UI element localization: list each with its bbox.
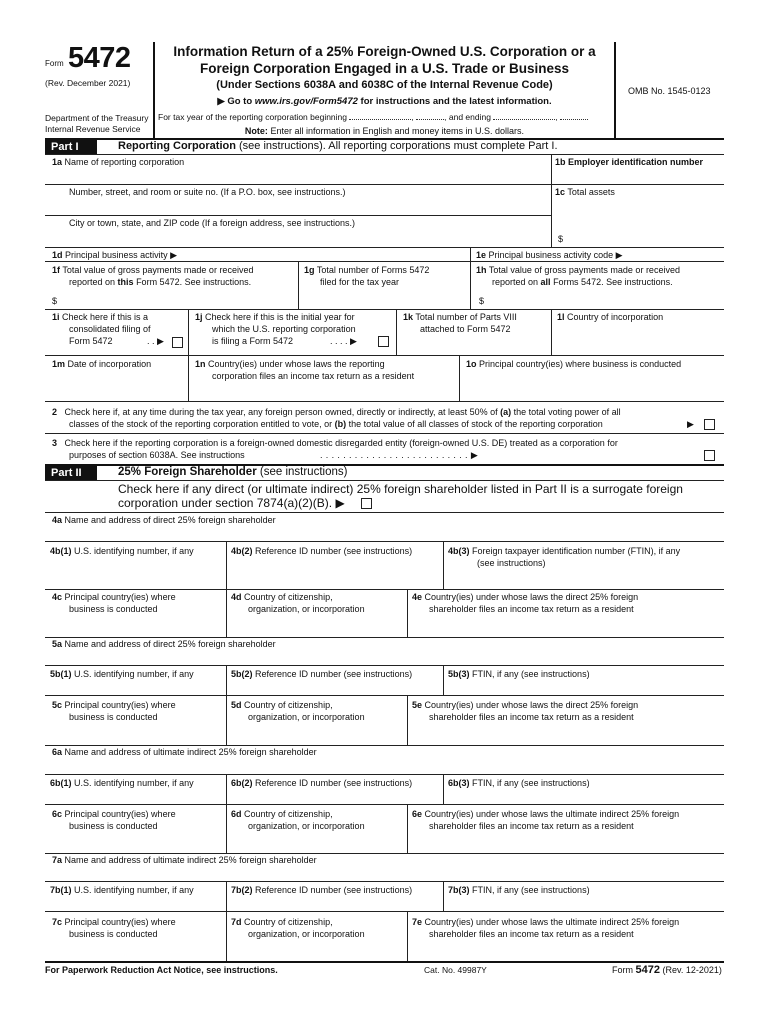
consolidated-filing-checkbox[interactable] — [172, 337, 183, 348]
citizenship-4-field[interactable] — [231, 616, 403, 634]
shareholder-5-name-field[interactable] — [52, 650, 722, 664]
line-1i-label-b: consolidated filing of — [69, 324, 151, 334]
line-2-label-b: classes of the stock of the reporting corporation entitled to vote, or (b) the total value of all classes of stock of the reporting corporation — [69, 419, 603, 429]
line-1o-label: 1o Principal country(ies) where business is conducted — [466, 359, 682, 369]
line-6d-label-b: organization, or incorporation — [248, 821, 365, 831]
line-1i-label-c: Form 5472 — [69, 336, 113, 346]
line-4b3-label-b: (see instructions) — [477, 558, 546, 568]
line-7b3-label: 7b(3) FTIN, if any (see instructions) — [448, 885, 590, 895]
shareholder-7-name-field[interactable] — [52, 866, 722, 880]
principal-country-7-field[interactable] — [52, 941, 222, 959]
paperwork-notice: For Paperwork Reduction Act Notice, see instructions. — [45, 965, 278, 975]
tax-country-7-field[interactable] — [412, 941, 722, 959]
corp-name-field[interactable] — [52, 168, 547, 184]
line-3-dots: . . . . . . . . . . . . . . . . . . . . . . . . . . ▶ — [320, 450, 479, 460]
us-id-5-field[interactable] — [50, 681, 222, 693]
line-1h-label-b: reported on all Forms 5472. See instructions. — [492, 277, 673, 287]
line-1h-dollar: $ — [479, 296, 485, 306]
form-word: Form — [45, 59, 64, 68]
line-7e-label-a: 7e Country(ies) under whose laws the ultimate indirect 25% foreign — [412, 917, 680, 927]
principal-country-5-field[interactable] — [52, 724, 222, 742]
shareholder-6-name-field[interactable] — [52, 758, 722, 772]
surrogate-text-a: Check here if any direct (or ultimate indirect) 25% foreign shareholder listed in Part II is a surrogate foreign — [118, 482, 683, 496]
country-incorporation-field[interactable] — [557, 325, 722, 352]
line-1j-label-a: 1j Check here if this is the initial year for — [195, 312, 355, 322]
reference-id-4-field[interactable] — [231, 560, 439, 586]
line-6e-label-a: 6e Country(ies) under whose laws the ultimate indirect 25% foreign — [412, 809, 680, 819]
line-1m-label: 1m Date of incorporation — [52, 359, 152, 369]
ftin-7-field[interactable] — [448, 897, 722, 909]
part1-label: Part I — [45, 140, 97, 155]
foreign-ownership-50-checkbox[interactable] — [704, 419, 715, 430]
footer-form-id: Form 5472 (Rev. 12-2021) — [612, 964, 722, 976]
line-7a-label: 7a Name and address of ultimate indirect 25% foreign shareholder — [52, 855, 317, 865]
note-line — [155, 126, 614, 136]
reference-id-7-field[interactable] — [231, 897, 439, 909]
tax-return-country-field[interactable] — [195, 384, 455, 399]
total-forms-field[interactable] — [304, 292, 466, 307]
dept-line2: Internal Revenue Service — [45, 124, 141, 134]
tax-year-end-year-field[interactable] — [560, 111, 588, 120]
citizenship-5-field[interactable] — [231, 724, 403, 742]
line-5c-label-b: business is conducted — [69, 712, 158, 722]
line-4c-label-a: 4c Principal country(ies) where — [52, 592, 176, 602]
line-1c-label: 1c Total assets — [555, 187, 615, 197]
reference-id-6-field[interactable] — [231, 790, 439, 802]
tax-year-begin-field[interactable] — [349, 111, 414, 122]
citizenship-6-field[interactable] — [231, 833, 403, 851]
line-1k-label-b: attached to Form 5472 — [420, 324, 511, 334]
tax-year-text: For tax year of the reporting corporation beginning — [158, 112, 348, 122]
line-1e-label: 1e Principal business activity code ▶ — [476, 250, 623, 260]
note-label: Note: — [244, 126, 268, 136]
line-1f-label-a: 1f Total value of gross payments made or received — [52, 265, 254, 275]
line-5a-label: 5a Name and address of direct 25% foreign shareholder — [52, 639, 276, 649]
line-7b2-label: 7b(2) Reference ID number (see instructions) — [231, 885, 413, 895]
total-assets-dollar: $ — [558, 234, 564, 244]
line-6a-label: 6a Name and address of ultimate indirect 25% foreign shareholder — [52, 747, 317, 757]
address-field[interactable] — [52, 198, 547, 214]
principal-country-4-field[interactable] — [52, 616, 222, 634]
line-7d-label-b: organization, or incorporation — [248, 929, 365, 939]
line-6b1-label: 6b(1) U.S. identifying number, if any — [50, 778, 194, 788]
part2-title-rest: (see instructions) — [259, 466, 348, 478]
tax-country-6-field[interactable] — [412, 833, 722, 851]
tax-year-comma: , — [411, 112, 414, 122]
form-number: 5472 — [68, 42, 131, 74]
part2-title — [118, 466, 347, 478]
line-7d-label-a: 7d Country of citizenship, — [231, 917, 333, 927]
business-activity-code-field[interactable] — [636, 248, 722, 260]
omb-number: OMB No. 1545-0123 — [628, 86, 711, 96]
goto-suffix: for instructions and the latest information. — [357, 96, 552, 107]
line-4e-label-b: shareholder files an income tax return as a resident — [429, 604, 634, 614]
line-2-label-a: 2 Check here if, at any time during the tax year, any foreign person owned, directly or indirectly, at least 50% of (a) the total voting power of all — [52, 407, 621, 417]
line-4c-label-b: business is conducted — [69, 604, 158, 614]
surrogate-text-b: corporation under section 7874(a)(2)(B). ▶ — [118, 496, 345, 510]
line-1n-label-a: 1n Country(ies) under whose laws the reporting — [195, 359, 385, 369]
goto-line — [155, 96, 614, 107]
tax-country-5-field[interactable] — [412, 724, 722, 742]
ftin-4-field[interactable] — [448, 571, 722, 587]
part1-title — [118, 140, 558, 152]
line-1f-label-b: reported on this Form 5472. See instructions. — [69, 277, 252, 287]
part1-title-bold: Reporting Corporation — [118, 140, 236, 152]
line-6d-label-a: 6d Country of citizenship, — [231, 809, 333, 819]
date-incorporation-field[interactable] — [52, 372, 184, 398]
line-1i-label-a: 1i Check here if this is a — [52, 312, 149, 322]
line-1a-label: 1a Name of reporting corporation — [52, 157, 185, 167]
tax-country-4-field[interactable] — [412, 616, 722, 634]
address-label: Number, street, and room or suite no. (If a P.O. box, see instructions.) — [69, 187, 346, 197]
gross-payments-all-field[interactable] — [488, 293, 722, 307]
dept-line1: Department of the Treasury — [45, 113, 149, 123]
principal-country-6-field[interactable] — [52, 833, 222, 851]
line-6c-label-a: 6c Principal country(ies) where — [52, 809, 176, 819]
ftin-5-field[interactable] — [448, 681, 722, 693]
us-id-6-field[interactable] — [50, 790, 222, 802]
form-title-line1: Information Return of a 25% Foreign-Owned U.S. Corporation or a — [173, 44, 596, 59]
tax-year-end-field[interactable] — [493, 111, 558, 122]
ftin-6-field[interactable] — [448, 790, 722, 802]
line-1d-label: 1d Principal business activity ▶ — [52, 250, 177, 260]
line-1j-dots: . . . . ▶ — [330, 336, 357, 346]
line-6b3-label: 6b(3) FTIN, if any (see instructions) — [448, 778, 590, 788]
part1-title-rest: (see instructions). All reporting corporations must complete Part I. — [239, 140, 558, 152]
line-3-label-b: purposes of section 6038A. See instructions — [69, 450, 245, 460]
line-5b2-label: 5b(2) Reference ID number (see instructions) — [231, 669, 413, 679]
note-text: Enter all information in English and money items in U.S. dollars. — [270, 126, 525, 136]
tax-year-comma2: , — [555, 112, 558, 122]
business-activity-field[interactable] — [198, 248, 466, 260]
line-1i-dots: . . ▶ — [147, 336, 164, 346]
line-6e-label-b: shareholder files an income tax return as a resident — [429, 821, 634, 831]
us-id-4-field[interactable] — [50, 560, 222, 586]
form-title-line2: Foreign Corporation Engaged in a U.S. Trade or Business — [199, 61, 570, 76]
line-1n-label-b: corporation files an income tax return as a resident — [212, 371, 415, 381]
line-3-label-a: 3 Check here if the reporting corporation is a foreign-owned domestic disregarded entity (foreign-owned U.S. DE) treated as a corporation for — [52, 438, 618, 448]
revision-date: (Rev. December 2021) — [45, 78, 131, 88]
part2-label: Part II — [45, 466, 97, 481]
goto-prefix: ▶ Go to — [217, 96, 255, 107]
line-1l-label: 1l Country of incorporation — [557, 312, 664, 322]
line-7c-label-b: business is conducted — [69, 929, 158, 939]
line-5b1-label: 5b(1) U.S. identifying number, if any — [50, 669, 194, 679]
irs-url-link[interactable]: www.irs.gov/Form5472 — [254, 96, 358, 107]
line-7e-label-b: shareholder files an income tax return as a resident — [429, 929, 634, 939]
form-subtitle: (Under Sections 6038A and 6038C of the Internal Revenue Code) — [216, 79, 553, 91]
line-1h-label-a: 1h Total value of gross payments made or received — [476, 265, 680, 275]
shareholder-4-name-field[interactable] — [52, 526, 722, 540]
line-1g-label-b: filed for the tax year — [320, 277, 400, 287]
citizenship-7-field[interactable] — [231, 941, 403, 959]
line-5e-label-a: 5e Country(ies) under whose laws the direct 25% foreign — [412, 700, 639, 710]
line-4b3-label-a: 4b(3) Foreign taxpayer identification number (FTIN), if any — [448, 546, 681, 556]
tax-year-begin-year-field[interactable] — [416, 111, 444, 120]
line-5b3-label: 5b(3) FTIN, if any (see instructions) — [448, 669, 590, 679]
line-4d-label-a: 4d Country of citizenship, — [231, 592, 333, 602]
parts-viii-count-field[interactable] — [403, 337, 547, 352]
line-1b-label: 1b Employer identification number — [555, 157, 704, 167]
line-4e-label-a: 4e Country(ies) under whose laws the direct 25% foreign — [412, 592, 639, 602]
gross-payments-this-field[interactable] — [60, 293, 294, 307]
foreign-owned-de-checkbox[interactable] — [704, 450, 715, 461]
catalog-number: Cat. No. 49987Y — [424, 965, 487, 975]
part2-title-bold: 25% Foreign Shareholder — [118, 466, 257, 478]
city-field[interactable] — [52, 229, 547, 245]
initial-year-checkbox[interactable] — [378, 336, 389, 347]
and-ending-text: , and ending — [444, 112, 491, 122]
line-7c-label-a: 7c Principal country(ies) where — [52, 917, 176, 927]
line-1j-label-b: which the U.S. reporting corporation — [212, 324, 356, 334]
line-7b1-label: 7b(1) U.S. identifying number, if any — [50, 885, 194, 895]
line-5d-label-a: 5d Country of citizenship, — [231, 700, 333, 710]
line-4d-label-b: organization, or incorporation — [248, 604, 365, 614]
ein-field[interactable] — [555, 168, 723, 184]
line-5c-label-a: 5c Principal country(ies) where — [52, 700, 176, 710]
line-5e-label-b: shareholder files an income tax return as a resident — [429, 712, 634, 722]
line-1k-label-a: 1k Total number of Parts VIII — [403, 312, 517, 322]
line-6c-label-b: business is conducted — [69, 821, 158, 831]
line-1j-label-c: is filing a Form 5472 — [212, 336, 294, 346]
principal-country-field[interactable] — [466, 372, 722, 398]
line-4b2-label: 4b(2) Reference ID number (see instructions) — [231, 546, 413, 556]
line-1f-dollar: $ — [52, 296, 58, 306]
surrogate-foreign-corp-checkbox[interactable] — [361, 498, 372, 509]
line-6b2-label: 6b(2) Reference ID number (see instructions) — [231, 778, 413, 788]
total-assets-field[interactable] — [566, 230, 721, 245]
tax-year-line — [158, 111, 588, 122]
us-id-7-field[interactable] — [50, 897, 222, 909]
city-label: City or town, state, and ZIP code (If a foreign address, see instructions.) — [69, 218, 355, 228]
line-4b1-label: 4b(1) U.S. identifying number, if any — [50, 546, 194, 556]
line-5d-label-b: organization, or incorporation — [248, 712, 365, 722]
line-2-arrow: ▶ — [687, 419, 694, 429]
reference-id-5-field[interactable] — [231, 681, 439, 693]
line-4a-label: 4a Name and address of direct 25% foreign shareholder — [52, 515, 276, 525]
line-1g-label-a: 1g Total number of Forms 5472 — [304, 265, 430, 275]
